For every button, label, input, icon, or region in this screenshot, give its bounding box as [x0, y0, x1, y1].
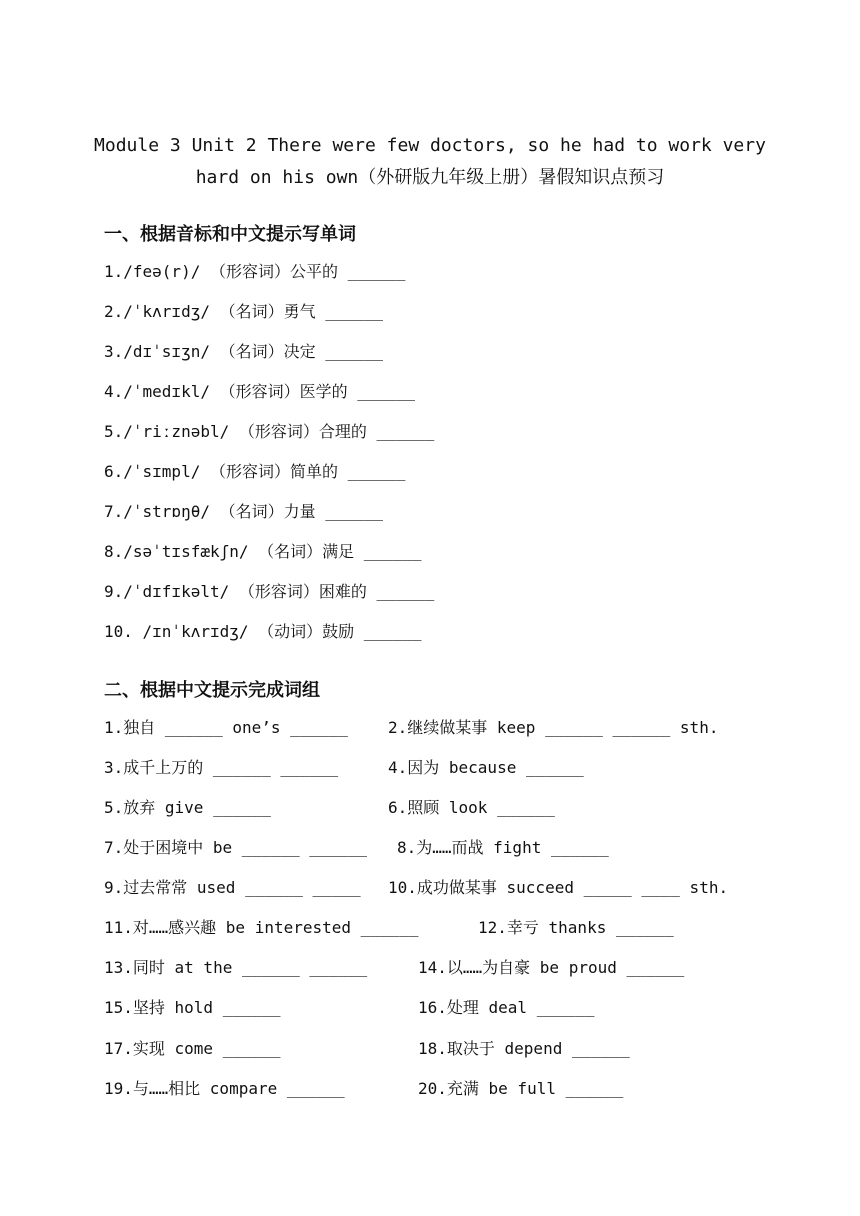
- phrase-item-14: 14.以……为自豪 be proud ______: [418, 958, 685, 977]
- phrase-item-15: 15.坚持 hold ______: [104, 998, 281, 1017]
- title-line-1: Module 3 Unit 2 There were few doctors, so he had to work very: [94, 135, 766, 156]
- word-item-8: 8./səˈtɪsfækʃn/ （名词）满足 ______: [104, 542, 422, 561]
- phrase-item-10: 10.成功做某事 succeed _____ ____ sth.: [388, 878, 729, 897]
- word-item-2: 2./ˈkʌrɪdʒ/ （名词）勇气 ______: [104, 302, 384, 321]
- word-item-1: 1./feə(r)/ （形容词）公平的 ______: [104, 262, 406, 281]
- phrase-item-20: 20.充满 be full ______: [418, 1079, 624, 1098]
- phrase-item-11: 11.对……感兴趣 be interested ______: [104, 918, 419, 937]
- word-item-5: 5./ˈriːznəbl/ （形容词）合理的 ______: [104, 422, 435, 441]
- phrase-item-13: 13.同时 at the ______ ______: [104, 958, 368, 977]
- word-item-10: 10. /ɪnˈkʌrɪdʒ/ （动词）鼓励 ______: [104, 622, 422, 641]
- phrase-item-1: 1.独自 ______ one’s ______: [104, 718, 348, 737]
- phrase-item-18: 18.取决于 depend ______: [418, 1039, 630, 1058]
- phrase-item-9: 9.过去常常 used ______ _____: [104, 878, 361, 897]
- section-2-heading: 二、根据中文提示完成词组: [104, 680, 320, 701]
- phrase-item-3: 3.成千上万的 ______ ______: [104, 758, 339, 777]
- title-line-2: hard on his own（外研版九年级上册）暑假知识点预习: [195, 167, 665, 188]
- phrase-item-8: 8.为……而战 fight ______: [397, 838, 609, 857]
- phrase-item-7: 7.处于困境中 be ______ ______: [104, 838, 368, 857]
- phrase-item-19: 19.与……相比 compare ______: [104, 1079, 345, 1098]
- word-item-9: 9./ˈdɪfɪkəlt/ （形容词）困难的 ______: [104, 582, 435, 601]
- phrase-item-4: 4.因为 because ______: [388, 758, 584, 777]
- word-item-6: 6./ˈsɪmpl/ （形容词）简单的 ______: [104, 462, 406, 481]
- phrase-item-12: 12.幸亏 thanks ______: [478, 918, 674, 937]
- word-item-7: 7./ˈstrɒŋθ/ （名词）力量 ______: [104, 502, 384, 521]
- word-item-4: 4./ˈmedɪkl/ （形容词）医学的 ______: [104, 382, 416, 401]
- phrase-item-5: 5.放弃 give ______: [104, 798, 271, 817]
- phrase-item-6: 6.照顾 look ______: [388, 798, 555, 817]
- document-title: [60, 130, 800, 194]
- phrase-item-17: 17.实现 come ______: [104, 1039, 281, 1058]
- section-1-heading: 一、根据音标和中文提示写单词: [104, 224, 356, 245]
- phrase-item-16: 16.处理 deal ______: [418, 998, 595, 1017]
- word-item-3: 3./dɪˈsɪʒn/ （名词）决定 ______: [104, 342, 384, 361]
- phrase-item-2: 2.继续做某事 keep ______ ______ sth.: [388, 718, 719, 737]
